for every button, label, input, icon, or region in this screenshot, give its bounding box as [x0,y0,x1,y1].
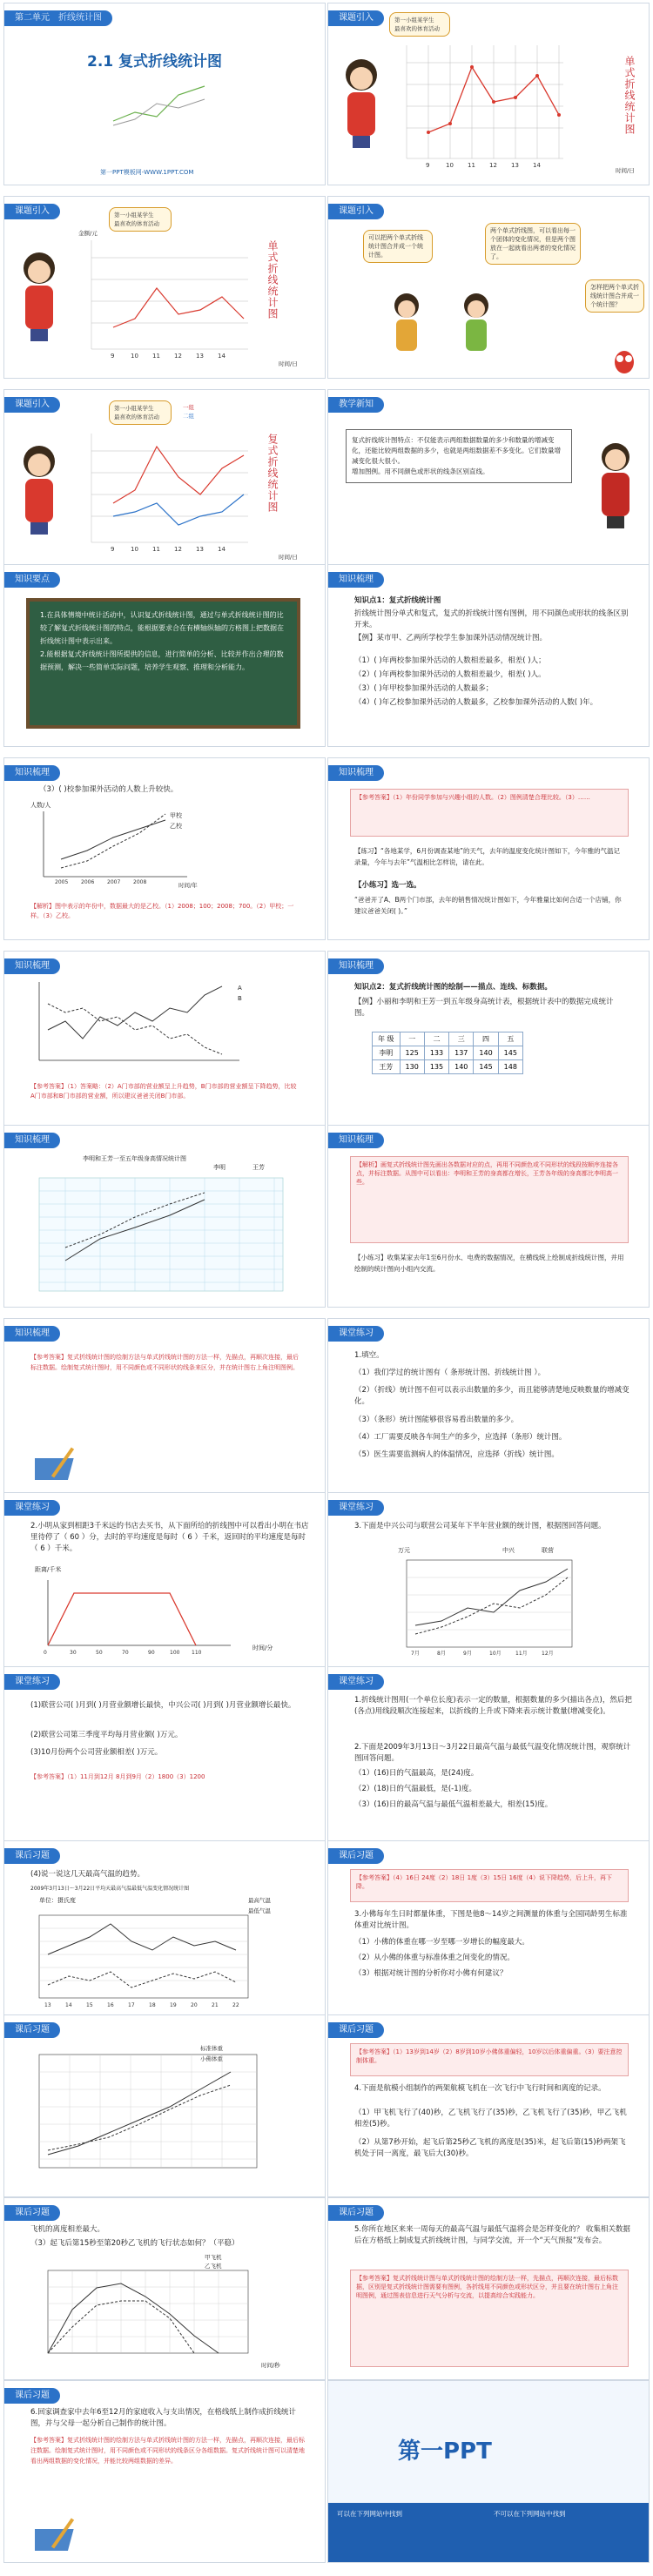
slide-end [327,2380,650,2563]
footer-col2-title: 不可以在下列网站中找到 [494,2510,566,2518]
slide-comb-3 [327,757,650,940]
svg-text:10: 10 [131,353,138,360]
x-unit: 时间/日 [616,167,635,174]
y-unit: 单位：摄氏度 [39,1897,76,1904]
weight-chart [30,2050,274,2181]
teach-text: 复式折线统计图特点：不仅能表示两组数据数量的多少和数量的增减变化，还能比较两组数据的多少，也就是两组数据差不多变化。它们数量增减变化很大很小。 增加图例。用不同颜色或形状的线条区别直线。 [346,429,572,483]
line-chart-double [74,429,257,560]
svg-text:10: 10 [131,546,138,553]
speech-bubble-3: 怎样把两个单式折线统计图合并成一个统计图？ [585,279,644,313]
cover-chart-thumbnail [109,77,213,130]
section-tag: 课堂练习 [328,1500,384,1516]
x-unit: 时间/日 [279,360,298,367]
practice-question: 2.小明从家到相距3千米远的书店去买书，从下面所给的折线图中可以看出小明在书店里待停了（ 60 ）分，去时的平均速度是每时（ 6 ）千米，返回时的平均速度是每时（ 6 ）千米。 [30,1522,309,1553]
question-2: （2）（折线）统计图不但可以表示出数量的多少，而且能够清楚地反映数量的增减变化。 [354,1386,629,1406]
section-tag: 课后习题 [328,1848,384,1864]
teacher-avatar [13,442,65,538]
svg-text:12: 12 [489,162,497,169]
chart-title: 李明和王芳一至五年级身高情况统计图 [83,1155,186,1162]
legend-b: 乙校 [170,823,182,830]
question-intro: 2.下面是2009年3月13日～3月22日最高气温与最低气温变化情况统计图，观察统计图回答问题。 [354,1743,631,1763]
svg-text:12: 12 [174,546,182,553]
section-tag: 知识梳理 [4,1326,60,1342]
teacher-avatar [13,249,65,345]
example: 【例】小丽和李明和王芳一到五年级身高统计表，根据统计表中的数据完成统计图。 [354,998,614,1018]
svg-text:22: 22 [232,2002,239,2008]
section-tag: 教学新知 [328,397,384,413]
student-avatars [380,288,511,358]
question: (4)说一说这几天最高气温的趋势。 [30,1870,145,1879]
svg-text:30: 30 [70,1650,77,1656]
answer: 【参考答案】（1）11月到12月 8月到9月（2）1800（3）1200 [30,1773,205,1780]
question: 5.你所在地区来来一周每天的最高气温与最低气温将会是怎样变化的？ 收集相关数据后在方格纸上制成复式折线统计图，与同学交流，开一个“天气预报”发布会。 [354,2225,630,2245]
line-chart-single [389,37,572,176]
chart-type-label: 单式折线统计图 [623,56,636,135]
table-row: 王芳 130 135 140 145 148 [373,1060,523,1074]
legend-b: 乙飞机 [205,2263,222,2270]
y-unit: 距离/千米 [35,1566,62,1573]
book-pencil-icon [35,1441,87,1484]
legend-a: 中兴 [502,1547,515,1554]
svg-text:50: 50 [96,1650,103,1656]
answer-box: 【参考答案】（1）年份同学参加与兴趣小组的人数。（2）图例清楚合理比较。（3）…… [350,789,629,837]
point-desc: 折线统计图分单式和复式，复式的折线统计图有图例，用不同颜色或形状的线条区别开来。 [354,609,629,629]
section-tag: 课题引入 [328,204,384,219]
legend-group2: 二组 [183,413,194,420]
y-unit: 金额/元 [78,230,98,237]
plane-height-chart [39,2266,266,2366]
line-chart-single-2 [74,236,257,367]
table-row: 李明 125 133 137 140 145 [373,1046,523,1060]
section-tag: 课后习题 [328,2022,384,2038]
chart-title: 2009年3月13日～3月22日平均天最高气温最低气温变化情况统计图 [30,1886,190,1892]
slide-intro-1 [327,3,650,185]
svg-text:13: 13 [196,546,204,553]
chart-type-label: 单式折线统计图 [266,240,279,319]
legend-b: 小佛体重 [200,2055,223,2062]
footer-url: 第一PPT模板网-WWW.1PPT.COM [100,169,194,176]
legend-a: 最高气温 [248,1897,271,1904]
slide-after-6 [327,2197,650,2380]
slide-after-1 [3,1840,326,2023]
svg-text:11: 11 [152,546,160,553]
answer: 【参考答案】复式折线统计图的绘制方法与单式折线统计图的方法一样，先描点，再顺次连接，最后标注数据。绘制复式统计图时，用不同颜色或不同形状的线条来区分，并在统计图右上角注明图例。 [30,1354,299,1371]
question-1: （1）我们学过的统计图有（ 条形统计图、折线统计图 ）。 [354,1369,546,1377]
slide-practice-2 [3,1492,326,1675]
slide-intro-2 [3,196,326,379]
svg-text:15: 15 [86,2002,93,2008]
height-grid-chart [30,1174,292,1300]
x-unit: 时间/年 [178,882,198,889]
chart-caption: 第一小组某学生 最喜欢的体育活动 [109,207,172,232]
slide-comb-6 [3,1125,326,1308]
slide-practice-3 [327,1492,650,1675]
svg-text:10月: 10月 [489,1651,502,1657]
answer-box: 【参考答案】（4）16日 24度（2）18日 1度（3）15日 16度（4）说下降趋势，后上升，再下降。 [350,1869,629,1902]
practice-desc: 【小练习】收集某家去年1至6月份水、电费的数据情况，在横线统上绘制成折线统计图，并用绘制的统计图向小组内交流。 [354,1254,624,1273]
svg-text:13: 13 [44,2002,51,2008]
section-tag: 课题引入 [4,397,60,413]
question-3: （3）( )年甲校参加课外活动的人数最多； [354,684,494,693]
answer: 【解析】图中表示的年份中，数据最大的是乙校。（1）2008；100；2008；700。（2）甲校；一样。（3）乙校。 [30,903,294,919]
section-tag: 知识要点 [4,572,60,588]
svg-text:2007: 2007 [107,879,121,885]
svg-text:8月: 8月 [437,1651,446,1657]
legend-a: 甲校 [170,812,182,819]
x-unit: 时间/日 [279,554,298,561]
answer-box: 【参考答案】（1）13岁到14岁（2）8岁到10岁小佛体重偏轻，10岁以后体重偏重。（3）要注意控制体重。 [350,2043,629,2076]
section-tag: 课后习题 [4,2388,60,2404]
height-table [372,1032,523,1074]
legend-group1: 一组 [183,404,194,411]
svg-text:70: 70 [122,1650,129,1656]
slide-after-7 [3,2380,326,2563]
svg-text:10: 10 [446,162,454,169]
question: （3）( )校参加课外活动的人数上升较快。 [39,785,178,794]
section-tag: 知识梳理 [4,1133,60,1148]
svg-text:100: 100 [170,1650,180,1656]
svg-text:110: 110 [192,1650,202,1656]
x-unit: 时间/秒 [261,2362,280,2369]
practice-question: 3.下面是中兴公司与联营公司某年下半年营业额的统计图，根据图回答问题。 [354,1522,606,1530]
blackboard-text: 1.在具体情境中统计活动中，认识复式折线统计图，通过与单式折线统计图的比较了解复式折线统计图的特点，能根据要求合在有横轴纵轴的方格图上把数据在折线统计图中表示出来。 2.能根据复式折线统计图所提供的信息，进行简单的分析、比较并作出合理的数据预测，解决一些简单实际问题，培养学生观察、推理和分析能力。 [26,598,300,729]
slide-intro-4 [3,389,326,572]
question-1: (1)联营公司( )月到( )月营业额增长最快，中兴公司( )月到( )月营业额增长最快。 [30,1701,296,1710]
question-2: (2)联营公司第三季度平均每月营业额( )万元。 [30,1731,183,1739]
speech-bubble-1: 可以把两个单式折线统计图合并成一个统计图。 [363,230,433,263]
slide-intro-3 [327,196,650,379]
section-tag: 知识梳理 [328,958,384,974]
svg-text:20: 20 [191,2002,198,2008]
brand-logo: 第一PPT [398,2438,492,2465]
slide-comb-2 [3,757,326,940]
footer-col1-title: 可以在下列网站中找到 [337,2510,402,2518]
owl-icon [611,345,637,375]
answer-box: 【解析】画复式折线统计图先画出各数据对应的点，再用不同颜色或不同形状的线段按顺序连接各点，并标注数据。从图中可以看出：李明和王芳的身高都在增长，王芳各年级的身高都比李明高一些。 [350,1156,629,1243]
slide-teach [327,389,650,572]
svg-text:90: 90 [148,1650,155,1656]
section-tag: 知识梳理 [4,765,60,781]
speech-bubble-2: 两个单式折线图，可以看出每一个团体的变化情况，但是两个图放在一起就看出两者的变化情况了。 [485,223,581,265]
slide-cover [3,3,326,185]
svg-text:9月: 9月 [463,1651,472,1657]
svg-text:7月: 7月 [411,1651,420,1657]
chart-caption: 第一小组某学生 最喜欢的体育活动 [389,12,450,37]
legend-a: 标准体重 [200,2045,223,2052]
chart-type-label: 复式折线统计图 [266,434,279,513]
question-intro: 3.小佛每年生日时都量体重，下图是他8～14岁之间测量的体重与全国同龄男生标准体重对比统计图。 [354,1910,628,1930]
section-tag: 知识梳理 [328,1133,384,1148]
svg-text:14: 14 [533,162,541,169]
question-1: （1）(16)日的气温最高，是(24)度。 [354,1769,479,1778]
unit-tag: 第二单元 折线统计图 [4,10,112,26]
teacher-avatar [589,438,642,534]
answer: 【参考答案】（1）答案略：（2）A门市部的营业额呈上升趋势，B门市部的营业额呈下降趋势，比较A门市部和B门市部的营业额，所以建议爸爸关闭B门市部。 [30,1083,297,1100]
store-sales-chart [30,978,257,1073]
svg-text:9: 9 [426,162,430,169]
slide-after-2 [327,1840,650,2023]
question-3: (3)10月份两个公司营业额相差( )万元。 [30,1748,163,1757]
question-2: （2）从第7秒开始，起飞后第25秒乙飞机的离度是(35)米，起飞后第(15)秒两架飞机处于同一离度，最飞后大(30)秒。 [354,2138,626,2158]
practice-question: “爸爸开了A、B两个门市部，去年的销售情况统计图如下，今年雅量比如何合适一个店铺，你建议爸爸关闭( )。” [354,896,622,915]
x-unit: 时间/分 [252,1644,273,1651]
practice-intro: 1.填空。 [354,1351,384,1360]
slide-comb-1 [327,564,650,747]
fill-blank: 1.折线统计图用(一个单位长度)表示一定的数量，根据数量的多少(描出各点)，然后把(各点)用线段顺次连接起来，以折线的上升或下降来表示统计数量(增减变化)。 [354,1696,632,1716]
legend-b: B [238,995,242,1002]
svg-text:2008: 2008 [133,879,147,885]
point-title: 知识点2：复式折线统计图的绘制——描点、连线、标数据。 [354,983,552,992]
svg-text:19: 19 [170,2002,177,2008]
section-tag: 课堂练习 [328,1674,384,1690]
temperature-chart [30,1911,274,2015]
svg-text:14: 14 [65,2002,72,2008]
svg-text:14: 14 [218,353,226,360]
question-3: （3）根据对统计图的分析你对小佛有何建议？ [354,1969,508,1978]
slide-comb-7 [327,1125,650,1308]
question-5: （5）医生需要监测病人的体温情况，应选择（折线）统计图。 [354,1450,559,1459]
svg-text:11: 11 [468,162,475,169]
svg-text:2005: 2005 [55,879,69,885]
svg-text:13: 13 [511,162,519,169]
legend-a: 甲飞机 [205,2254,222,2261]
legend-a: 李明 [213,1164,226,1171]
question-1: （1）( )年两校参加课外活动的人数相差最多，相差( )人； [354,656,546,665]
question-2: （2）从小佛的体重与标准体重之间变化的情况。 [354,1954,515,1962]
teacher-avatar [335,56,387,151]
legend-b: 最低气温 [248,1907,271,1914]
slide-comb-5 [327,951,650,1133]
section-tag: 课后习题 [4,2205,60,2221]
svg-text:16: 16 [107,2002,114,2008]
section-tag: 课后习题 [328,2205,384,2221]
page-title: 2.1 复式折线统计图 [87,53,223,71]
y-unit: 万元 [398,1547,410,1554]
section-tag: 知识梳理 [4,958,60,974]
distance-chart [39,1576,248,1663]
section-tag: 课题引入 [328,10,384,26]
svg-text:21: 21 [212,2002,219,2008]
section-tag: 课后习题 [4,1848,60,1864]
question-part: 飞机的离度相差最大。 [30,2225,105,2234]
question-1: （1）甲飞机飞行了(40)秒，乙飞机飞行了(35)秒，乙飞机飞行了(35)秒，甲乙飞机相差(5)秒。 [354,2109,627,2129]
practice-desc: 【练习】“各地某学，6月份调查某地”的天气，去年的温度变化统计图如下，今年雅的气温记录量，今年与去年”气温相比怎样说，请在此。 [354,847,621,866]
answer: 【参考答案】复式折线统计图的绘制方法与单式折线统计图的方法一样，先描点，再顺次连接，最后标注数据。绘制复式统计图时，用不同颜色或不同形状的线条区分各组数据。复式折线统计图可以清楚地看出两组数据的变化情况，并能比较两组数据的差异。 [30,2437,305,2465]
slide-after-4 [327,2014,650,2197]
y-unit: 人数/人 [30,802,51,809]
chart-caption: 第一小组某学生 最喜欢的体育活动 [109,400,172,425]
section-tag: 课堂练习 [328,1326,384,1342]
question-1: （1）小佛的体重在哪一岁至哪一岁增长的幅度最大。 [354,1938,529,1947]
svg-text:11: 11 [152,353,160,360]
svg-text:11月: 11月 [515,1651,528,1657]
slide-practice-5 [327,1666,650,1849]
svg-text:14: 14 [218,546,226,553]
section-tag: 知识梳理 [328,765,384,781]
question-intro: 4.下面是航模小组制作的两架航模飞机在一次飞行中飞行时间和离度的记录。 [354,2084,606,2093]
section-tag: 课后习题 [4,2022,60,2038]
slide-after-3 [3,2014,326,2197]
svg-text:9: 9 [111,353,115,360]
question: 6.回家调查家中去年6至12月的家庭收入与支出情况，在格线纸上制作成折线统计图，并与父母一起分析自己制作的统计图。 [30,2408,296,2428]
svg-text:12: 12 [174,353,182,360]
svg-text:2006: 2006 [81,879,95,885]
example: 【例】某市甲、乙两所学校学生参加课外活动情况统计图。 [354,634,548,642]
svg-text:18: 18 [149,2002,156,2008]
point-title: 知识点1：复式折线统计图 [354,596,441,605]
slide-practice-1 [327,1318,650,1501]
table-header: 年 级 一 二 三 四 五 [373,1032,523,1046]
section-tag: 课堂练习 [4,1500,60,1516]
question-3: （3）(16)日的最高气温与最低气温相差最大，相差(15)度。 [354,1800,553,1809]
svg-text:17: 17 [128,2002,135,2008]
question-4: （4）工厂需要反映各车间生产的多少，应选择（条形）统计图。 [354,1433,567,1442]
question-3: （3）（条形）统计图能够很容易看出数量的多少。 [354,1416,519,1424]
question-4: （4）( )年乙校参加课外活动的人数最多，乙校参加课外活动的人数( )年。 [354,698,598,707]
svg-text:9: 9 [111,546,115,553]
book-pencil-icon [35,2512,87,2555]
slide-comb-8 [3,1318,326,1501]
svg-text:0: 0 [44,1650,47,1656]
section-tag: 知识梳理 [328,572,384,588]
company-sales-chart [398,1556,589,1660]
slide-after-5 [3,2197,326,2380]
section-tag: 课堂练习 [4,1674,60,1690]
practice-title: 【小练习】选一选。 [354,881,421,890]
svg-text:12月: 12月 [542,1651,554,1657]
slide-comb-4 [3,951,326,1133]
question-3: （3）起飞后第15秒至第20秒乙飞机的飞行状态如何？（平稳） [30,2239,239,2248]
answer-box: 【参考答案】复式折线统计图与单式折线统计图的绘制方法一样，先描点，再顺次连接，最后标数据，区别是复式折线统计图需要有图例，各折线用不同颜色或形状区分，并且要在统计图右上角注明图例，通过图表信息进行天气分析与交流，以提高综合实践能力。 [350,2270,629,2367]
svg-text:13: 13 [196,353,204,360]
legend-a: A [238,985,242,992]
slide-points [3,564,326,747]
slide-practice-4 [3,1666,326,1849]
question-2: （2）( )年两校参加课外活动的人数相差最少，相差( )人。 [354,670,546,679]
legend-b: 联营 [542,1547,554,1554]
section-tag: 课题引入 [4,204,60,219]
legend-b: 王芳 [252,1164,265,1171]
question-2: （2）(18)日的气温最低，是(-1)度。 [354,1785,476,1793]
